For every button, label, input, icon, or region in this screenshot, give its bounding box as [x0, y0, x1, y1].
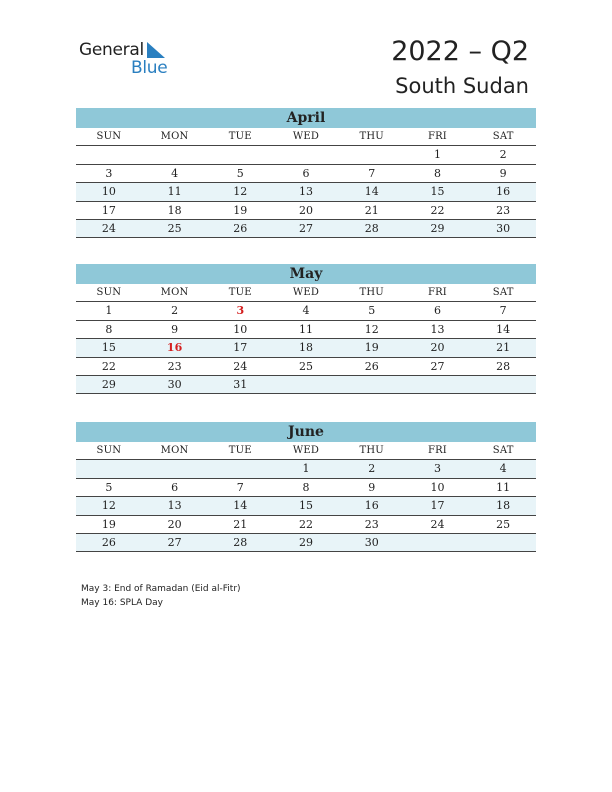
day-cell: 18 [496, 499, 511, 513]
day-cell: 16 [364, 499, 379, 513]
day-cell: 25 [299, 359, 314, 373]
day-cell: 2 [368, 462, 376, 476]
empty-day-cell [273, 146, 339, 163]
day-cell: 26 [233, 221, 248, 235]
weekday-label: SAT [492, 445, 514, 456]
country-name: South Sudan [395, 74, 529, 98]
weekday-row [76, 128, 536, 146]
weekday-label: TUE [228, 287, 252, 298]
day-cell: 22 [299, 517, 314, 531]
day-cell: 22 [101, 359, 116, 373]
week-row [76, 302, 536, 320]
day-cell: 17 [101, 203, 116, 217]
day-cell: 30 [167, 377, 182, 391]
empty-day-cell [470, 534, 536, 551]
weekday-label: SUN [96, 287, 122, 298]
day-cell: 10 [430, 480, 445, 494]
day-cell: 22 [430, 203, 445, 217]
day-cell: 4 [171, 166, 179, 180]
weekday-label: SAT [492, 131, 514, 142]
day-cell: 12 [101, 499, 116, 513]
day-cell: 23 [167, 359, 182, 373]
day-cell: 17 [233, 341, 248, 355]
day-cell: 18 [299, 341, 314, 355]
weekday-label: THU [359, 131, 384, 142]
week-row [76, 220, 536, 238]
day-cell: 24 [430, 517, 445, 531]
day-cell: 4 [499, 462, 507, 476]
weekday-label: THU [359, 445, 384, 456]
day-cell: 30 [496, 221, 511, 235]
week-row [76, 339, 536, 357]
day-cell: 5 [368, 304, 376, 318]
empty-day-cell [142, 460, 208, 477]
day-cell: 25 [167, 221, 182, 235]
weekday-label: MON [160, 131, 189, 142]
day-cell: 15 [299, 499, 314, 513]
day-cell: 5 [236, 166, 244, 180]
day-cell: 19 [101, 517, 116, 531]
day-cell: 13 [299, 185, 314, 199]
day-cell: 15 [101, 341, 116, 355]
day-cell: 24 [101, 221, 116, 235]
weekday-label: WED [292, 131, 320, 142]
week-row [76, 165, 536, 183]
day-cell: 12 [364, 322, 379, 336]
day-cell: 9 [171, 322, 179, 336]
day-cell: 26 [101, 535, 116, 549]
day-cell: 6 [302, 166, 310, 180]
day-cell: 14 [233, 499, 248, 513]
day-cell: 13 [167, 499, 182, 513]
day-cell: 17 [430, 499, 445, 513]
day-cell: 11 [496, 480, 511, 494]
holiday-day-cell: 3 [236, 304, 245, 318]
day-cell: 28 [496, 359, 511, 373]
day-cell: 28 [364, 221, 379, 235]
day-cell: 27 [430, 359, 445, 373]
week-row [76, 321, 536, 339]
day-cell: 14 [496, 322, 511, 336]
day-cell: 25 [496, 517, 511, 531]
day-cell: 31 [233, 377, 248, 391]
weekday-label: MON [160, 287, 189, 298]
month-june [76, 422, 536, 552]
week-row [76, 376, 536, 394]
day-cell: 21 [364, 203, 379, 217]
month-header: April [76, 108, 536, 128]
day-cell: 12 [233, 185, 248, 199]
generalblue-logo [79, 40, 179, 80]
week-row [76, 183, 536, 201]
weekday-label: SAT [492, 287, 514, 298]
day-cell: 11 [299, 322, 314, 336]
holiday-day-cell: 16 [166, 341, 183, 355]
day-cell: 20 [167, 517, 182, 531]
day-cell: 1 [105, 304, 113, 318]
day-cell: 29 [430, 221, 445, 235]
day-cell: 9 [368, 480, 376, 494]
day-cell: 15 [430, 185, 445, 199]
day-cell: 13 [430, 322, 445, 336]
week-row [76, 202, 536, 220]
day-cell: 7 [499, 304, 507, 318]
week-row [76, 497, 536, 515]
empty-day-cell [339, 146, 405, 163]
day-cell: 18 [167, 203, 182, 217]
day-cell: 19 [233, 203, 248, 217]
weekday-label: FRI [427, 445, 447, 456]
day-cell: 23 [496, 203, 511, 217]
day-cell: 24 [233, 359, 248, 373]
day-cell: 8 [433, 166, 441, 180]
day-cell: 21 [496, 341, 511, 355]
week-row [76, 516, 536, 534]
day-cell: 20 [299, 203, 314, 217]
day-cell: 2 [499, 148, 507, 162]
day-cell: 14 [364, 185, 379, 199]
empty-day-cell [405, 534, 471, 551]
day-cell: 8 [302, 480, 310, 494]
week-row [76, 460, 536, 478]
weekday-label: MON [160, 445, 189, 456]
day-cell: 20 [430, 341, 445, 355]
logo-text-blue: Blue [131, 58, 168, 78]
weekday-label: THU [359, 287, 384, 298]
day-cell: 2 [171, 304, 179, 318]
day-cell: 8 [105, 322, 113, 336]
day-cell: 29 [101, 377, 116, 391]
day-cell: 6 [433, 304, 441, 318]
day-cell: 23 [364, 517, 379, 531]
day-cell: 7 [368, 166, 376, 180]
day-cell: 10 [233, 322, 248, 336]
day-cell: 1 [302, 462, 310, 476]
day-cell: 4 [302, 304, 310, 318]
day-cell: 11 [167, 185, 182, 199]
weekday-row [76, 284, 536, 302]
day-cell: 1 [433, 148, 441, 162]
day-cell: 27 [167, 535, 182, 549]
day-cell: 6 [171, 480, 179, 494]
empty-day-cell [76, 146, 142, 163]
weekday-label: WED [292, 287, 320, 298]
day-cell: 9 [499, 166, 507, 180]
weekday-label: WED [292, 445, 320, 456]
day-cell: 7 [236, 480, 244, 494]
empty-day-cell [76, 460, 142, 477]
week-row [76, 479, 536, 497]
empty-day-cell [207, 146, 273, 163]
month-may [76, 264, 536, 394]
weekday-label: FRI [427, 131, 447, 142]
weekday-label: SUN [96, 445, 122, 456]
day-cell: 26 [364, 359, 379, 373]
holiday-note: May 16: SPLA Day [81, 598, 163, 608]
day-cell: 5 [105, 480, 113, 494]
month-header: June [76, 422, 536, 442]
weekday-row [76, 442, 536, 460]
empty-day-cell [470, 376, 536, 393]
holiday-notes [81, 582, 241, 610]
day-cell: 16 [496, 185, 511, 199]
day-cell: 27 [299, 221, 314, 235]
day-cell: 21 [233, 517, 248, 531]
month-header: May [76, 264, 536, 284]
weekday-label: TUE [228, 445, 252, 456]
day-cell: 3 [433, 462, 441, 476]
day-cell: 30 [364, 535, 379, 549]
page-title: 2022 – Q2 [391, 36, 529, 67]
day-cell: 19 [364, 341, 379, 355]
month-april [76, 108, 536, 238]
empty-day-cell [405, 376, 471, 393]
weekday-label: SUN [96, 131, 122, 142]
day-cell: 3 [105, 166, 113, 180]
weekday-label: FRI [427, 287, 447, 298]
holiday-note: May 3: End of Ramadan (Eid al-Fitr) [81, 584, 241, 594]
week-row [76, 146, 536, 164]
empty-day-cell [339, 376, 405, 393]
empty-day-cell [142, 146, 208, 163]
logo-text-general: General [79, 40, 144, 60]
empty-day-cell [207, 460, 273, 477]
day-cell: 29 [299, 535, 314, 549]
week-row [76, 534, 536, 552]
day-cell: 10 [101, 185, 116, 199]
weekday-label: TUE [228, 131, 252, 142]
day-cell: 28 [233, 535, 248, 549]
week-row [76, 358, 536, 376]
empty-day-cell [273, 376, 339, 393]
